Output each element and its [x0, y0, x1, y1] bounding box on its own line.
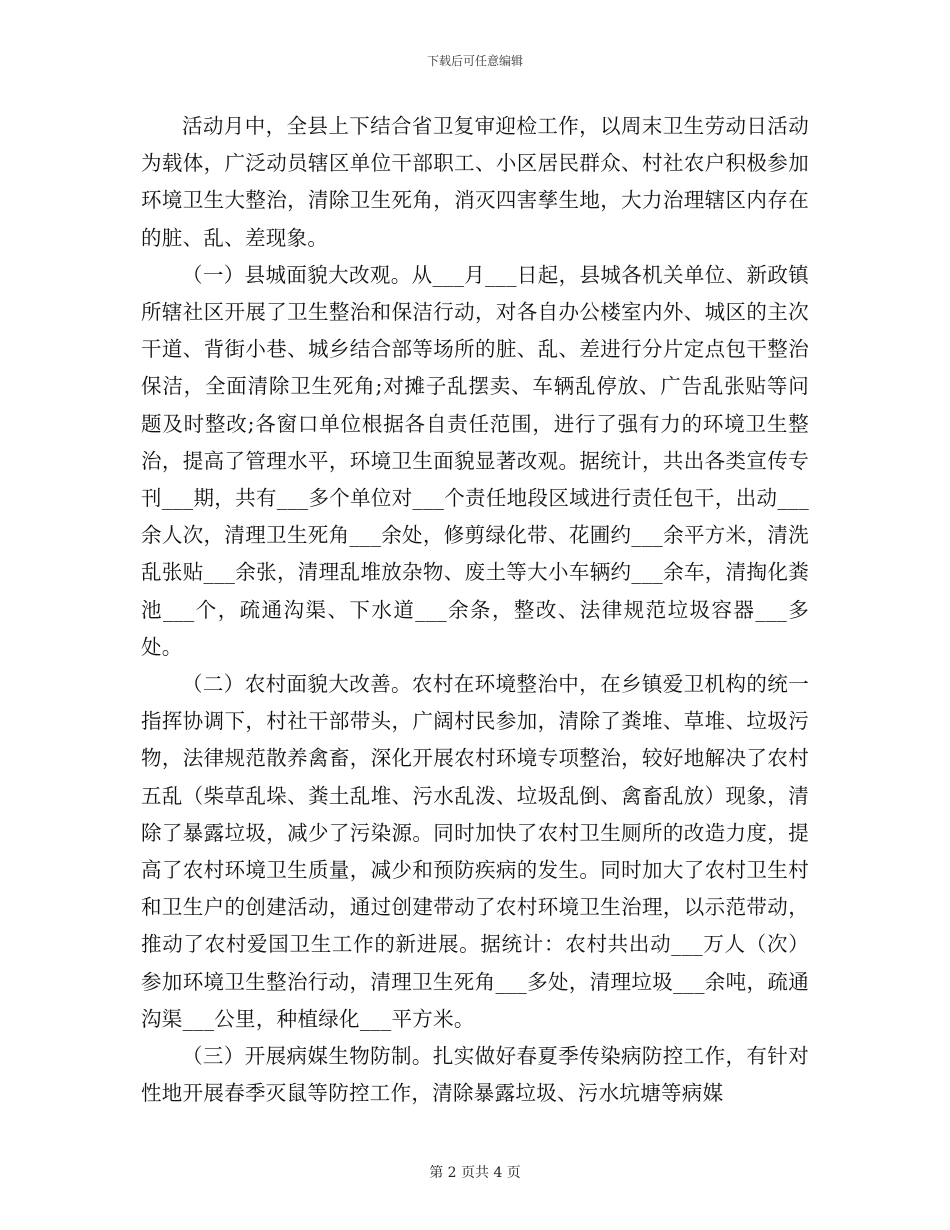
paragraph-county-town: （一）县城面貌大改观。从___月___日起，县城各机关单位、新政镇所辖社区开展了卫生整治和保洁行动，对各自办公楼室内外、城区的主次干道、背街小巷、城乡结合部等场所的脏、乱、差进行分片定点包干整治保洁，全面清除卫生死角;对摊子乱摆卖、车辆乱停放、广告乱张贴等问题及时整改;各窗口单位根据各自责任范围，进行了强有力的环境卫生整治，提高了管理水平，环境卫生面貌显著改观。据统计，共出各类宣传专刊___期，共有___多个单位对___个责任地段区域进行责任包干，出动___余人次，清理卫生死角___余处，修剪绿化带、花圃约___余平方米，清洗乱张贴___余张，清理乱堆放杂物、废土等大小车辆约___余车，清掏化粪池___个，疏通沟渠、下水道___余条，整改、法律规范垃圾容器___多处。: [141, 262, 809, 659]
document-body: [141, 108, 809, 1112]
paragraph-intro: 活动月中，全县上下结合省卫复审迎检工作，以周末卫生劳动日活动为载体，广泛动员辖区单位干部职工、小区居民群众、村社农户积极参加环境卫生大整治，清除卫生死角，消灭四害孳生地，大力治理辖区内存在的脏、乱、差现象。: [141, 114, 809, 250]
page-footer: 第 2 页共 4 页: [429, 1165, 521, 1181]
page-header: 下载后可任意编辑: [426, 54, 523, 68]
paragraph-rural: （二）农村面貌大改善。农村在环境整治中，在乡镇爱卫机构的统一指挥协调下，村社干部带头，广阔村民参加，清除了粪堆、草堆、垃圾污物，法律规范散养禽畜，深化开展农村环境专项整治，较好地解决了农村五乱（柴草乱垛、粪土乱堆、污水乱泼、垃圾乱倒、禽畜乱放）现象，清除了暴露垃圾，减少了污染源。同时加快了农村卫生厕所的改造力度，提高了农村环境卫生质量，减少和预防疾病的发生。同时加大了农村卫生村和卫生户的创建活动，通过创建带动了农村环境卫生治理，以示范带动，推动了农村爱国卫生工作的新进展。据统计：农村共出动___万人（次）参加环境卫生整治行动，清理卫生死角___多处，清理垃圾___余吨，疏通沟渠___公里，种植绿化___平方米。: [141, 672, 809, 1031]
paragraph-vector-control: （三）开展病媒生物防制。扎实做好春夏季传染病防控工作，有针对性地开展春季灭鼠等防控工作，清除暴露垃圾、污水坑塘等病媒: [141, 1044, 809, 1106]
